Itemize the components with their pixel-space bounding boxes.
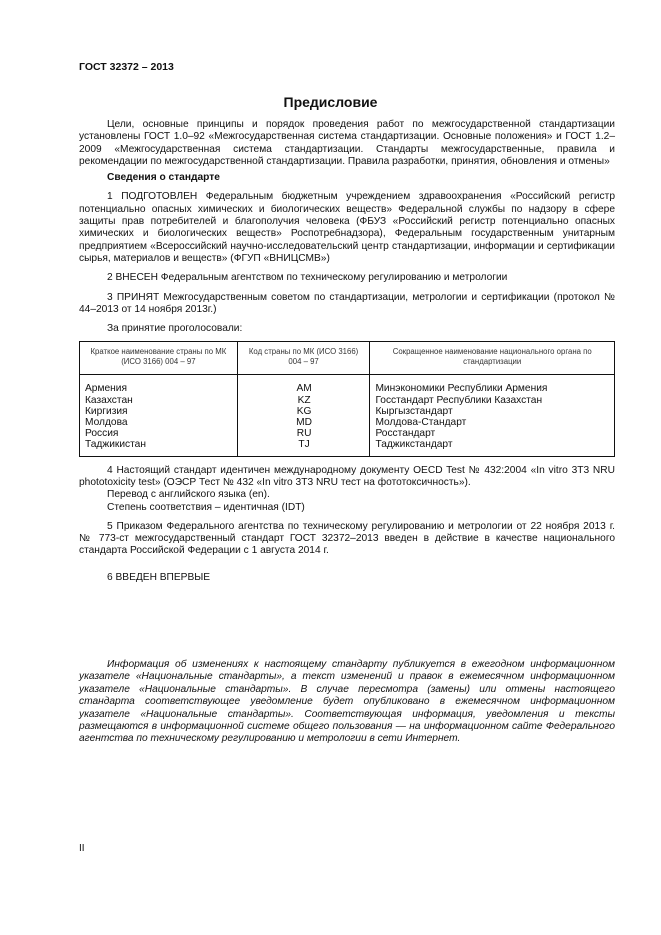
country-name: Молдова xyxy=(85,417,128,429)
table-header-row xyxy=(80,342,615,375)
voting-table xyxy=(79,341,615,456)
table-row xyxy=(80,375,615,456)
item-4-degree: Степень соответствия – идентичная (IDT) xyxy=(107,501,305,513)
standards-body: Кыргызстандарт xyxy=(375,405,453,417)
item-4-translation: Перевод с английского языка (en). xyxy=(107,489,270,501)
country-name: Казахстан xyxy=(85,394,133,406)
country-name: Киргизия xyxy=(85,405,128,417)
country-name: Армения xyxy=(85,383,127,395)
item-3-paragraph: 3 ПРИНЯТ Межгосударственным советом по стандартизации, метрологии и сертификации (протокол № 44–2013 от 14 ноября 2013г.) xyxy=(79,291,615,315)
country-code: RU xyxy=(296,428,312,440)
item-5-paragraph: 5 Приказом Федерального агентства по техническому регулированию и метрологии от 22 ноября 2013 г. № 773-ст межгосударственный стандарт ГОСТ 32372–2013 введен в действие в качестве национального стандарта Российской Федерации с 1 августа 2014 г. xyxy=(79,520,615,557)
country-name: Таджикистан xyxy=(85,439,146,451)
body-cell xyxy=(370,375,615,456)
standards-body: Госстандарт Республики Казахстан xyxy=(375,394,543,406)
column-header-country: Краткое наименование страны по МК (ИСО 3166) 004 – 97 xyxy=(80,342,238,375)
document-code-header: ГОСТ 32372 – 2013 xyxy=(79,61,174,73)
column-header-body: Сокращенное наименование национального органа по стандартизации xyxy=(370,342,615,375)
country-code: MD xyxy=(296,417,312,429)
page-number: II xyxy=(79,843,85,854)
item-1-paragraph: 1 ПОДГОТОВЛЕН Федеральным бюджетным учреждением здравоохранения «Российский регистр потенциально опасных химических и биологических веществ» Федеральной службы по надзору в сфере защиты прав потребителей и благополучия человека (ФБУЗ «Российский регистр потенциально опасных химических и биологических веществ» Роспотребнадзора), Федеральным государственным унитарным предприятием «Всероссийский научно-исследовательский центр стандартизации, информации и сертификации сырья, материалов и веществ» (ФГУП «ВНИЦСМВ») xyxy=(79,191,615,264)
standards-body: Минэкономики Республики Армения xyxy=(375,383,548,395)
page-title: Предисловие xyxy=(283,94,378,110)
amendments-notice: Информация об изменениях к настоящему стандарту публикуется в ежегодном информационном указателе «Национальные стандарты», а текст изменений и правок в ежемесячном информационном указателе «Национальные стандарты». В случае пересмотра (замены) или отмены настоящего стандарта соответствующее уведомление будет опубликовано в ежемесячном информационном указателе «Национальные стандарты». Соответствующая информация, уведомления и тексты размещаются в информационной системе общего пользования — на информационном сайте Федерального агентства по техническому регулированию и метрологии в сети Интернет. xyxy=(79,659,615,745)
country-code: KZ xyxy=(297,394,311,406)
column-header-code: Код страны по МК (ИСО 3166) 004 – 97 xyxy=(237,342,370,375)
item-6-paragraph: 6 ВВЕДЕН ВПЕРВЫЕ xyxy=(107,571,211,583)
standards-body: Молдова-Стандарт xyxy=(375,417,467,429)
country-code: AM xyxy=(296,383,312,395)
item-2-paragraph: 2 ВНЕСЕН Федеральным агентством по техническому регулированию и метрологии xyxy=(107,272,508,284)
standards-body: Росстандарт xyxy=(375,428,436,440)
country-name: Россия xyxy=(85,428,119,440)
voted-label: За принятие проголосовали: xyxy=(107,323,243,335)
section-heading: Сведения о стандарте xyxy=(107,172,220,184)
item-4-paragraph: 4 Настоящий стандарт идентичен международному документу OECD Test № 432:2004 «In vitro 3T3 NRU phototoxicity test» (ОЭСР Тест № 432 «In vitro 3T3 NRU тест на фототоксичность»). xyxy=(79,464,615,488)
preface-content xyxy=(79,119,615,584)
country-cell xyxy=(80,375,238,456)
code-cell xyxy=(237,375,370,456)
country-code: KG xyxy=(296,405,312,417)
intro-paragraph: Цели, основные принципы и порядок проведения работ по межгосударственной стандартизации установлены ГОСТ 1.0–92 «Межгосударственная система стандартизации. Основные положения» и ГОСТ 1.2–2009 «Межгосударственная система стандартизации. Стандарты межгосударственные, правила и рекомендации по межгосударственной стандартизации. Правила разработки, принятия, обновления и отмены» xyxy=(79,119,615,167)
country-code: TJ xyxy=(298,439,310,451)
standards-body: Таджикстандарт xyxy=(375,439,453,451)
